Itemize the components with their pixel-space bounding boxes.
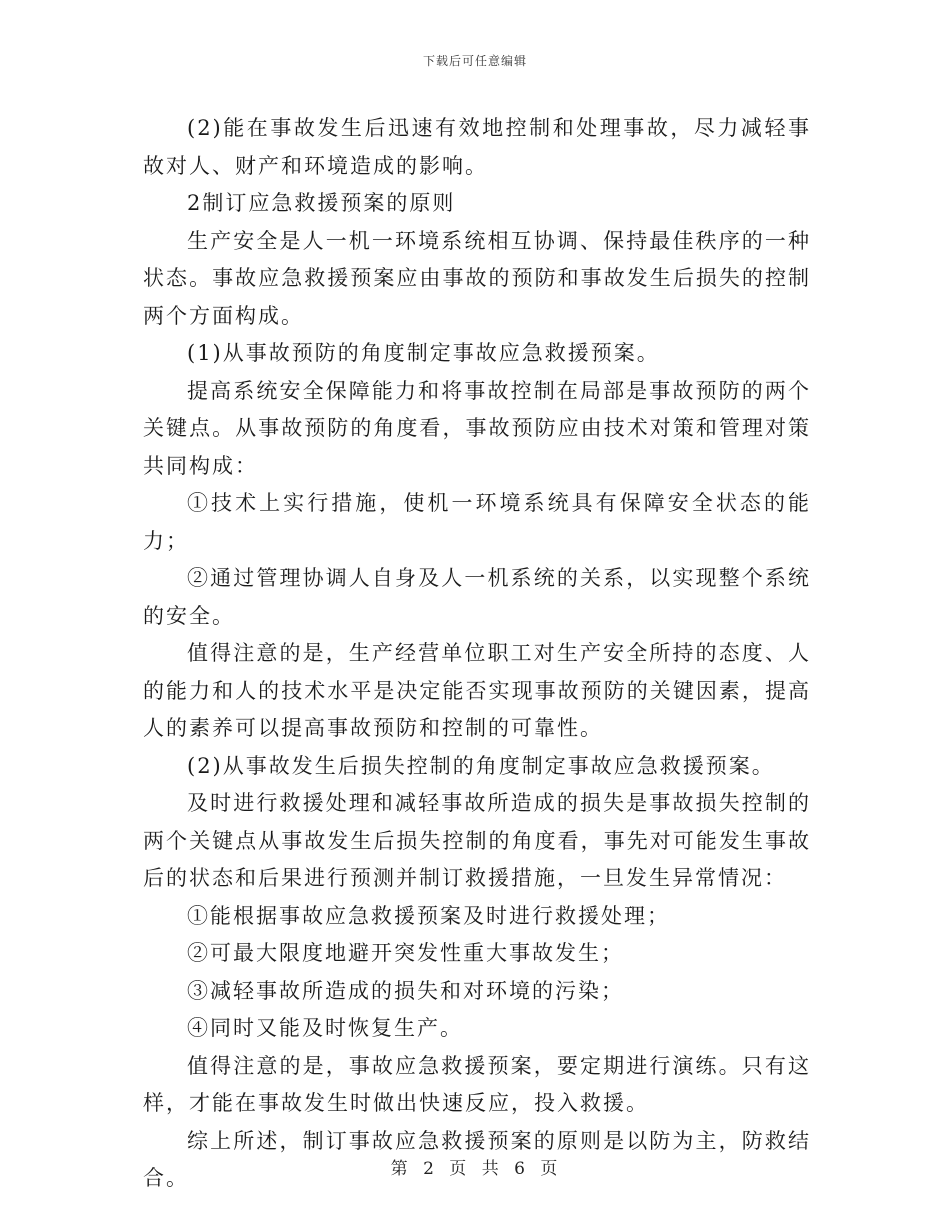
footer-page-number: 2 [423,1159,436,1179]
document-body [143,110,811,1198]
paragraph-5: 提高系统安全保障能力和将事故控制在局部是事故预防的两个关键点。从事故预防的角度看，事故预防应由技术对策和管理对策共同构成： [143,378,811,478]
paragraph-15: 值得注意的是，事故应急救援预案，要定期进行演练。只有这样，才能在事故发生时做出快速反应，投入救援。 [143,1053,811,1115]
paragraph-1: (2)能在事故发生后迅速有效地控制和处理事故，尽力减轻事故对人、财产和环境造成的影响。 [143,116,811,178]
list-item-6: ④同时又能及时恢复生产。 [187,1016,463,1040]
footer-total-unit: 页 [540,1159,560,1179]
subheading-prevention: (1)从事故预防的角度制定事故应急救援预案。 [187,341,660,365]
list-item-5: ③减轻事故所造成的损失和对环境的污染； [187,978,624,1003]
section-heading: 2制订应急救援预案的原则 [187,191,456,215]
subheading-loss-control: (2)从事故发生后损失控制的角度制定事故应急救援预案。 [187,753,775,778]
paragraph-10: 及时进行救援处理和减轻事故所造成的损失是事故损失控制的两个关键点从事故发生后损失控制的角度看，事先对可能发生事故后的状态和后果进行预测并制订救援措施，一旦发生异常情况： [143,791,811,890]
footer-page-unit: 页 [449,1159,469,1179]
paragraph-16: 综上所述，制订事故应急救援预案的原则是以防为主，防救结合。 [143,1128,811,1190]
footer-total-pages: 6 [514,1159,527,1179]
list-item-4: ②可最大限度地避开突发性重大事故发生； [187,941,624,965]
page-footer [0,1154,950,1179]
paragraph-8: 值得注意的是，生产经营单位职工对生产安全所持的态度、人的能力和人的技术水平是决定能否实现事故预防的关键因素，提高人的素养可以提高事故预防和控制的可靠性。 [143,641,811,740]
paragraph-3: 生产安全是人一机一环境系统相互协调、保持最佳秩序的一种状态。事故应急救援预案应由事故的预防和事故发生后损失的控制两个方面构成。 [143,228,811,328]
list-item-3: ①能根据事故应急救援预案及时进行救援处理； [187,903,670,928]
footer-prefix: 第 [390,1159,410,1179]
page-header: 下载后可任意编辑 [422,54,527,68]
list-item-2: ②通过管理协调人自身及人一机系统的关系，以实现整个系统的安全。 [143,566,811,628]
list-item-1: ①技术上实行措施，使机一环境系统具有保障安全状态的能力； [143,491,811,553]
footer-total-prefix: 共 [481,1159,501,1179]
